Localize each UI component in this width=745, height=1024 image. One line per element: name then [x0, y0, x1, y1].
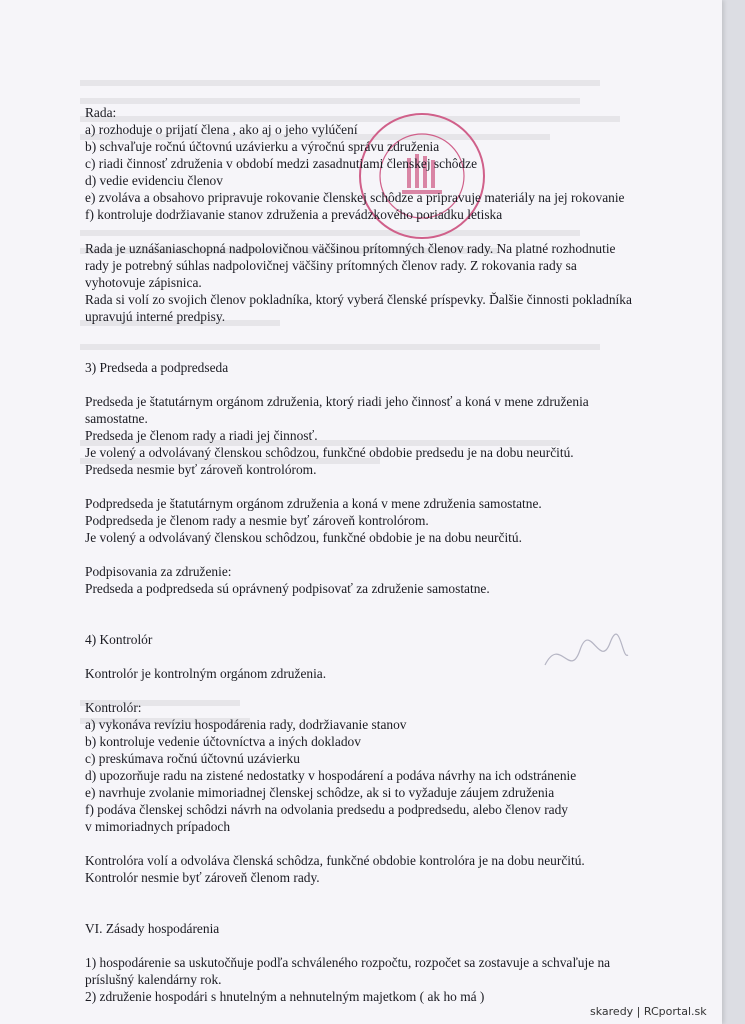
- podpredseda-line: Podpredseda je členom rady a nesmie byť zároveň kontrolórom.: [85, 513, 429, 528]
- predseda-line: Predseda je členom rady a riadi jej činnosť.: [85, 428, 318, 443]
- kontrolor-item-c: c) preskúmava ročnú účtovnú uzávierku: [85, 751, 300, 766]
- rada-para-line: Rada si volí zo svojich členov pokladníka, ktorý vyberá členské príspevky. Ďalšie činnosti pokladníka: [85, 292, 632, 307]
- predseda-line: Predseda je štatutárnym orgánom združenia, ktorý riadi jeho činnosť a koná v mene združenia: [85, 394, 589, 409]
- watermark-credit: skaredy | RCportal.sk: [590, 1005, 707, 1018]
- rada-item-b: b) schvaľuje ročnú účtovnú uzávierku a výročnú správu združenia: [85, 139, 440, 154]
- kontrolor-item-e: e) navrhuje zvolanie mimoriadnej členskej schôdze, ak si to vyžaduje záujem združenia: [85, 785, 555, 800]
- document-body: [85, 104, 685, 1005]
- hospodarenie-item: príslušný kalendárny rok.: [85, 972, 222, 987]
- podpredseda-line: Podpredseda je štatutárnym orgánom združenia a koná v mene združenia samostatne.: [85, 496, 542, 511]
- podpisovanie-line: Predseda a podpredseda sú oprávnený podpisovať za združenie samostatne.: [85, 581, 490, 596]
- rada-para-line: rady je potrebný súhlas nadpolovičnej väčšiny prítomných členov rady. Z rokovania rady sa: [85, 258, 577, 273]
- hospodarenie-item: 2) združenie hospodári s hnutelným a nehnutelným majetkom ( ak ho má ): [85, 989, 485, 1004]
- rada-para-line: vyhotovuje zápisnica.: [85, 275, 202, 290]
- rada-item-e: e) zvoláva a obsahovo pripravuje rokovanie členskej schôdze a pripravuje materiály na jej rokovanie: [85, 190, 625, 205]
- podpisovanie-heading: Podpisovania za združenie:: [85, 564, 232, 579]
- kontrolor-item-a: a) vykonáva revíziu hospodárenia rady, dodržiavanie stanov: [85, 717, 407, 732]
- rada-item-a: a) rozhoduje o prijatí člena , ako aj o jeho vylúčení: [85, 122, 358, 137]
- kontrolor-closing: Kontrolóra volí a odvoláva členská schôdza, funkčné obdobie kontrolóra je na dobu neurčitú.: [85, 853, 585, 868]
- rada-item-f: f) kontroluje dodržiavanie stanov združenia a prevádzkového poriadku letiska: [85, 207, 503, 222]
- rada-item-c: c) riadi činnosť združenia v období medzi zasadnutiami členskej schôdze: [85, 156, 478, 171]
- kontrolor-item-b: b) kontroluje vedenie účtovníctva a iných dokladov: [85, 734, 361, 749]
- rada-para-line: Rada je uznášaniaschopná nadpolovičnou väčšinou prítomných členov rady. Na platné rozhodnutie: [85, 241, 616, 256]
- predseda-line: samostatne.: [85, 411, 148, 426]
- kontrolor-intro: Kontrolór je kontrolným orgánom združenia.: [85, 666, 327, 681]
- kontrolor-item-f-cont: v mimoriadnych prípadoch: [85, 819, 231, 834]
- kontrolor-item-f: f) podáva členskej schôdzi návrh na odvolania predsedu a podpredsedu, alebo členov rady: [85, 802, 569, 817]
- rada-heading: Rada:: [85, 105, 117, 120]
- rada-item-d: d) vedie evidenciu členov: [85, 173, 223, 188]
- hospodarenie-heading: VI. Zásady hospodárenia: [85, 921, 220, 936]
- rada-para-line: upravujú interné predpisy.: [85, 309, 226, 324]
- kontrolor-heading: 4) Kontrolór: [85, 632, 153, 647]
- predseda-heading: 3) Predseda a podpredseda: [85, 360, 229, 375]
- podpredseda-line: Je volený a odvolávaný členskou schôdzou, funkčné obdobie je na dobu neurčitú.: [85, 530, 522, 545]
- hospodarenie-item: 1) hospodárenie sa uskutočňuje podľa schváleného rozpočtu, rozpočet sa zostavuje a schvaľuje na: [85, 955, 611, 970]
- kontrolor-closing: Kontrolór nesmie byť zároveň členom rady.: [85, 870, 320, 885]
- kontrolor-item-d: d) upozorňuje radu na zistené nedostatky v hospodárení a podáva návrhy na ich odstránenie: [85, 768, 577, 783]
- predseda-line: Predseda nesmie byť zároveň kontrolórom.: [85, 462, 317, 477]
- predseda-line: Je volený a odvolávaný členskou schôdzou, funkčné obdobie predsedu je na dobu neurčitú.: [85, 445, 574, 460]
- kontrolor-list-heading: Kontrolór:: [85, 700, 142, 715]
